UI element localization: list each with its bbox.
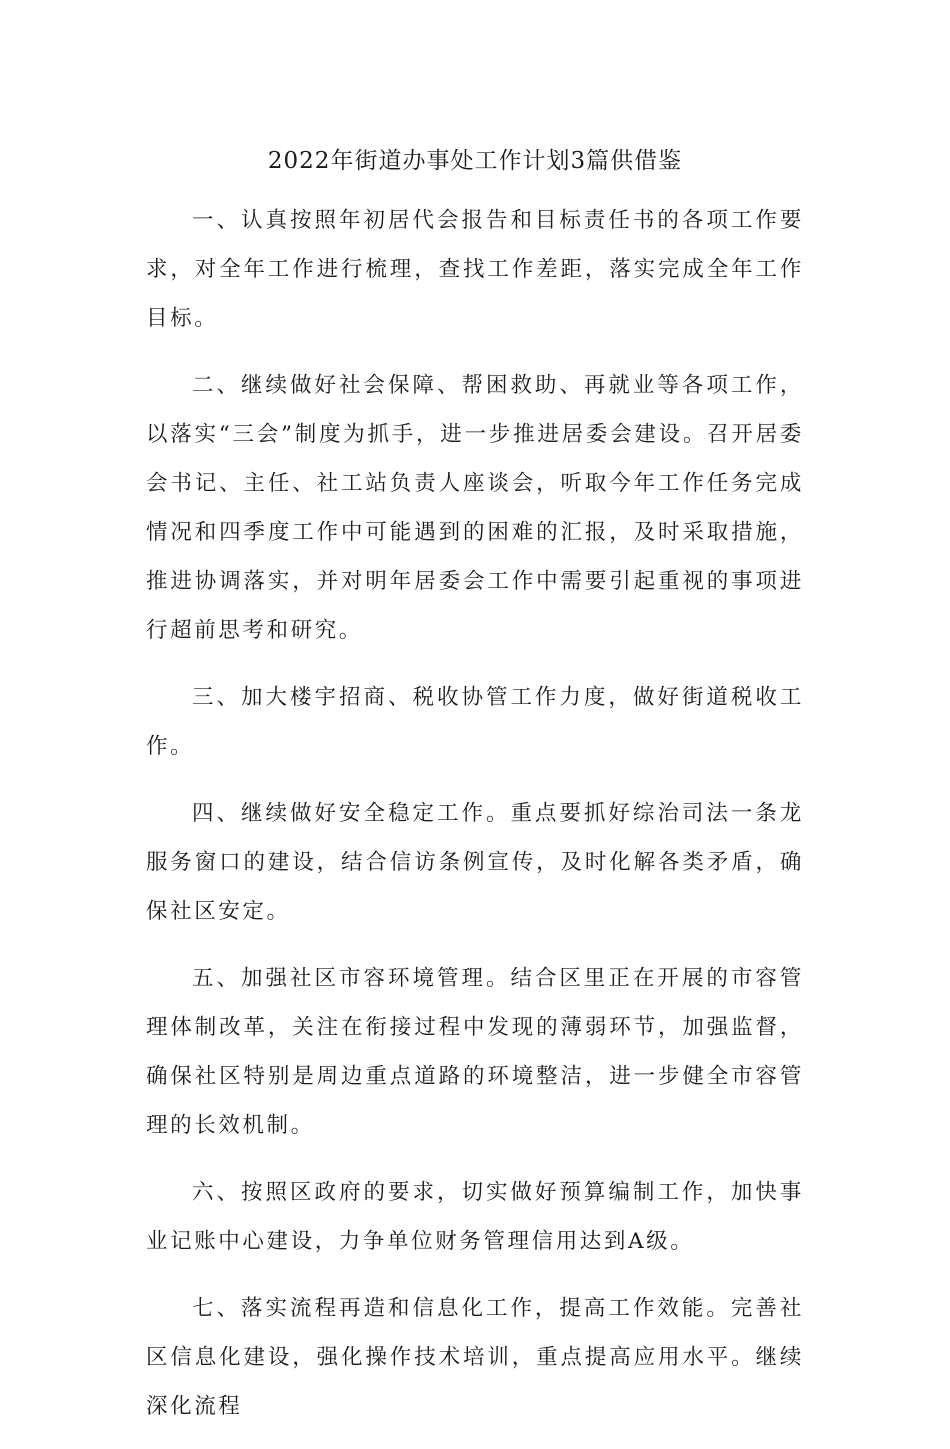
paragraph-1: 一、认真按照年初居代会报告和目标责任书的各项工作要求，对全年工作进行梳理，查找工作差距，落实完成全年工作目标。 <box>146 208 804 331</box>
paragraph-2: 二、继续做好社会保障、帮困救助、再就业等各项工作，以落实“三会”制度为抓手，进一步推进居委会建设。召开居委会书记、主任、社工站负责人座谈会，听取今年工作任务完成情况和四季度工作中可能遇到的困难的汇报，及时采取措施，推进协调落实，并对明年居委会工作中需要引起重视的事项进行超前思考和研究。 <box>146 373 804 643</box>
paragraph-7: 七、落实流程再造和信息化工作，提高工作效能。完善社区信息化建设，强化操作技术培训，重点提高应用水平。继续深化流程 <box>146 1296 804 1419</box>
paragraph-3: 三、加大楼宇招商、税收协管工作力度，做好街道税收工作。 <box>146 685 804 759</box>
paragraph-4: 四、继续做好安全稳定工作。重点要抓好综治司法一条龙服务窗口的建设，结合信访条例宣传，及时化解各类矛盾，确保社区安定。 <box>146 801 804 924</box>
document-title: 2022年街道办事处工作计划3篇供借鉴 <box>267 148 683 174</box>
document-body <box>146 196 804 1449</box>
paragraph-5: 五、加强社区市容环境管理。结合区里正在开展的市容管理体制改革，关注在衔接过程中发现的薄弱环节，加强监督，确保社区特别是周边重点道路的环境整洁，进一步健全市容管理的长效机制。 <box>146 966 804 1138</box>
paragraph-6: 六、按照区政府的要求，切实做好预算编制工作，加快事业记账中心建设，力争单位财务管理信用达到A级。 <box>146 1180 804 1254</box>
